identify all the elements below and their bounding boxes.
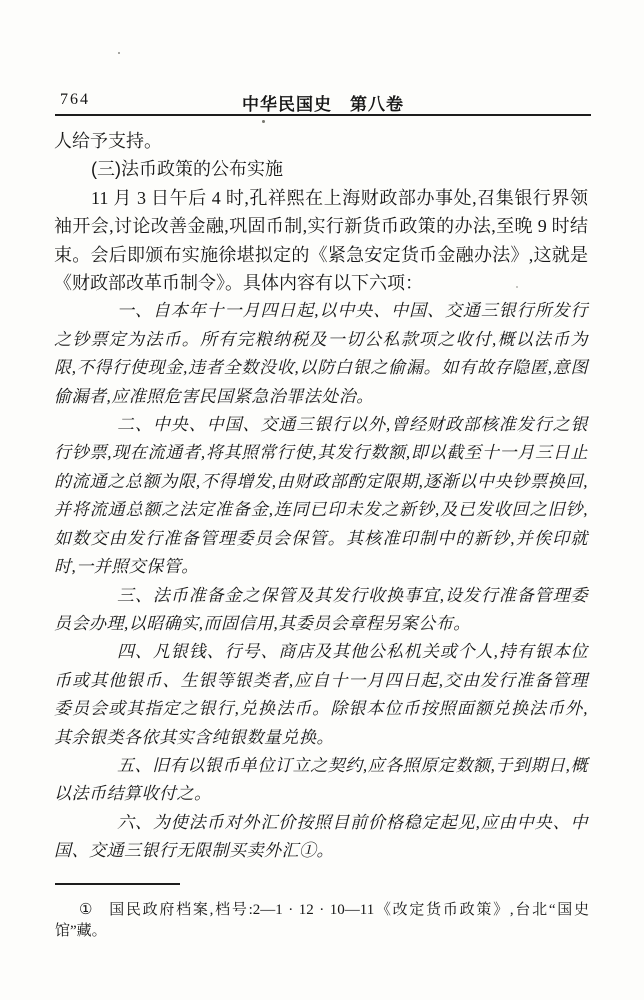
paragraph-continuation: 人给予支持。 xyxy=(54,131,162,151)
paragraph-intro: 11 月 3 日午后 4 时,孔祥熙在上海财政部办事处,召集银行界领袖开会,讨论改善金融,巩固币制,实行新货币政策的办法,至晚 9 时结束。会后即颁布实施徐堪拟定的《紧急安定货币金融办法》,这就是《财政部改革币制令》。具体内容有以下六项： xyxy=(54,187,588,294)
decree-item-1: 一、自本年十一月四日起,以中央、中国、交通三银行所发行之钞票定为法币。所有完粮纳税及一切公私款项之收付,概以法币为限,不得行使现金,违者全数没收,以防白银之偷漏。如有故存隐匿,意图偷漏者,应准照危害民国紧急治罪法处治。 xyxy=(54,301,588,406)
decree-quote-block xyxy=(54,297,588,865)
scan-speck xyxy=(262,120,265,123)
decree-item-4: 四、凡银钱、行号、商店及其他公私机关或个人,持有银本位币或其他银币、生银等银类者,应自十一月四日起,交由发行准备管理委员会或其指定之银行,兑换法币。除银本位币按照面额兑换法币外,其余银类各依其实含纯银数量兑换。 xyxy=(54,642,588,747)
running-title: 中华民国史 第八卷 xyxy=(242,95,404,114)
footnote-text: 国民政府档案,档号:2—1 · 12 · 10—11《改定货币政策》,台北“国史馆”藏。 xyxy=(55,901,589,939)
decree-item-3: 三、法币准备金之保管及其发行收换事宜,设发行准备管理委员会办理,以昭确实,而固信用,其委员会章程另案公布。 xyxy=(54,585,588,633)
page-body xyxy=(54,127,588,866)
decree-item-6: 六、为使法币对外汇价按照目前价格稳定起见,应由中央、中国、交通三银行无限制买卖外汇①。 xyxy=(54,812,588,861)
scan-speck xyxy=(118,52,120,54)
footnote-marker: ① xyxy=(79,901,93,918)
decree-item-2: 二、中央、中国、交通三银行以外,曾经财政部核准发行之银行钞票,现在流通者,将其照常行使,其发行数额,即以截至十一月三日止的流通之总额为限,不得增发,由财政部酌定限期,逐渐以中央钞票换回,并将流通总额之法定准备金,连同已印未发之新钞,及已发收回之旧钞,如数交由发行准备管理委员会保管。其核准印制中的新钞,并俟印就时,一并照交保管。 xyxy=(54,415,588,577)
footnote xyxy=(55,885,589,942)
decree-item-5: 五、旧有以银币单位订立之契约,应各照原定数额,于到期日,概以法币结算收付之。 xyxy=(54,755,588,804)
section-heading: (三)法币政策的公布实施 xyxy=(91,159,283,180)
running-header xyxy=(56,90,590,112)
page-number: 764 xyxy=(60,91,90,108)
footnote-area xyxy=(55,883,589,942)
header-rule xyxy=(55,114,591,116)
scan-speck xyxy=(516,286,518,288)
